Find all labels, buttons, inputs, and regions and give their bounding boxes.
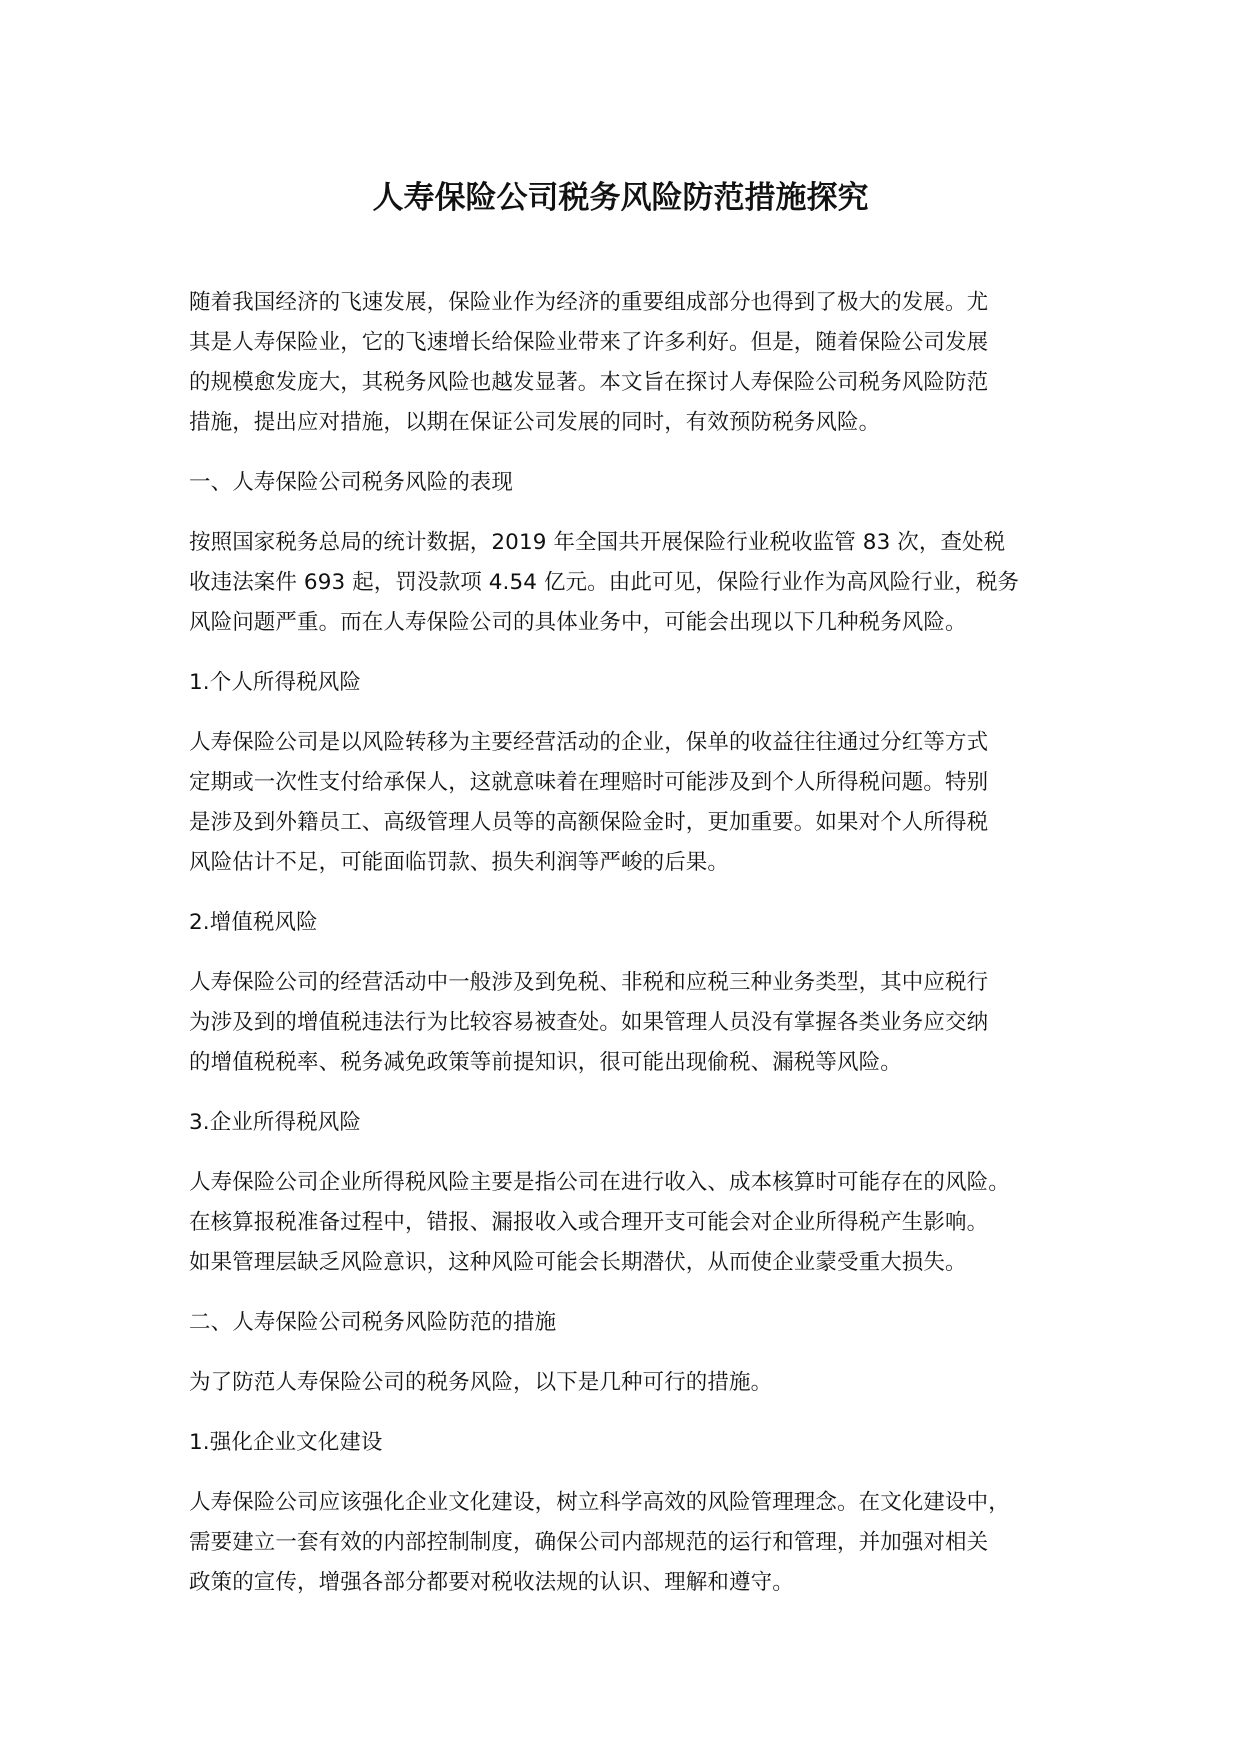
text-line: 人寿保险公司企业所得税风险主要是指公司在进行收入、成本核算时可能存在的风险。 [189,1170,1010,1195]
text-line: 随着我国经济的飞速发展，保险业作为经济的重要组成部分也得到了极大的发展。尤 [189,290,989,315]
text-line: 风险问题严重。而在人寿保险公司的具体业务中，可能会出现以下几种税务风险。 [189,610,967,635]
block-spacer [189,1343,1079,1363]
text-line: 为了防范人寿保险公司的税务风险，以下是几种可行的措施。 [189,1370,773,1395]
text-line: 是涉及到外籍员工、高级管理人员等的高额保险金时，更加重要。如果对个人所得税 [189,810,989,835]
block-spacer [189,703,1079,723]
block-spacer [189,1143,1079,1163]
text-line: 需要建立一套有效的内部控制制度，确保公司内部规范的运行和管理，并加强对相关 [189,1530,989,1555]
section-heading [189,903,1079,943]
text-line: 如果管理层缺乏风险意识，这种风险可能会长期潜伏，从而使企业蒙受重大损失。 [189,1250,967,1275]
text-line: 收违法案件 693 起，罚没款项 4.54 亿元。由此可见，保险行业作为高风险行业，税务 [189,570,1020,595]
block-spacer [189,943,1079,963]
body-paragraph [189,723,1079,883]
text-line: 2.增值税风险 [189,910,318,935]
text-line: 3.企业所得税风险 [189,1110,361,1135]
document-body [189,283,1079,1603]
text-line: 二、人寿保险公司税务风险防范的措施 [189,1310,557,1335]
text-line: 的增值税税率、税务减免政策等前提知识，很可能出现偷税、漏税等风险。 [189,1050,902,1075]
text-line: 其是人寿保险业，它的飞速增长给保险业带来了许多利好。但是，随着保险公司发展 [189,330,989,355]
text-line: 1.强化企业文化建设 [189,1430,383,1455]
block-spacer [189,1283,1079,1303]
text-line: 的规模愈发庞大，其税务风险也越发显著。本文旨在探讨人寿保险公司税务风险防范 [189,370,989,395]
block-spacer [189,443,1079,463]
text-line: 措施，提出应对措施，以期在保证公司发展的同时，有效预防税务风险。 [189,410,881,435]
text-line: 人寿保险公司是以风险转移为主要经营活动的企业，保单的收益往往通过分红等方式 [189,730,989,755]
text-line: 人寿保险公司应该强化企业文化建设，树立科学高效的风险管理理念。在文化建设中， [189,1490,1010,1515]
block-spacer [189,1403,1079,1423]
text-line: 定期或一次性支付给承保人，这就意味着在理赔时可能涉及到个人所得税问题。特别 [189,770,989,795]
text-line: 人寿保险公司的经营活动中一般涉及到免税、非税和应税三种业务类型，其中应税行 [189,970,989,995]
section-heading [189,463,1079,503]
block-spacer [189,503,1079,523]
text-line: 1.个人所得税风险 [189,670,361,695]
block-spacer [189,1463,1079,1483]
body-paragraph [189,523,1079,643]
body-paragraph [189,1483,1079,1603]
section-heading [189,1423,1079,1463]
body-paragraph [189,963,1079,1083]
text-line: 一、人寿保险公司税务风险的表现 [189,470,514,495]
text-line: 政策的宣传，增强各部分都要对税收法规的认识、理解和遵守。 [189,1570,794,1595]
body-paragraph [189,1363,1079,1403]
body-paragraph [189,283,1079,443]
block-spacer [189,883,1079,903]
text-line: 在核算报税准备过程中，错报、漏报收入或合理开支可能会对企业所得税产生影响。 [189,1210,989,1235]
text-line: 按照国家税务总局的统计数据，2019 年全国共开展保险行业税收监管 83 次，查处税 [189,530,1006,555]
text-line: 为涉及到的增值税违法行为比较容易被查处。如果管理人员没有掌握各类业务应交纳 [189,1010,989,1035]
section-heading [189,1103,1079,1143]
block-spacer [189,643,1079,663]
section-heading [189,663,1079,703]
block-spacer [189,1083,1079,1103]
body-paragraph [189,1163,1079,1283]
text-line: 风险估计不足，可能面临罚款、损失利润等严峻的后果。 [189,850,730,875]
section-heading [189,1303,1079,1343]
document-title: 人寿保险公司税务风险防范措施探究 [372,180,869,216]
